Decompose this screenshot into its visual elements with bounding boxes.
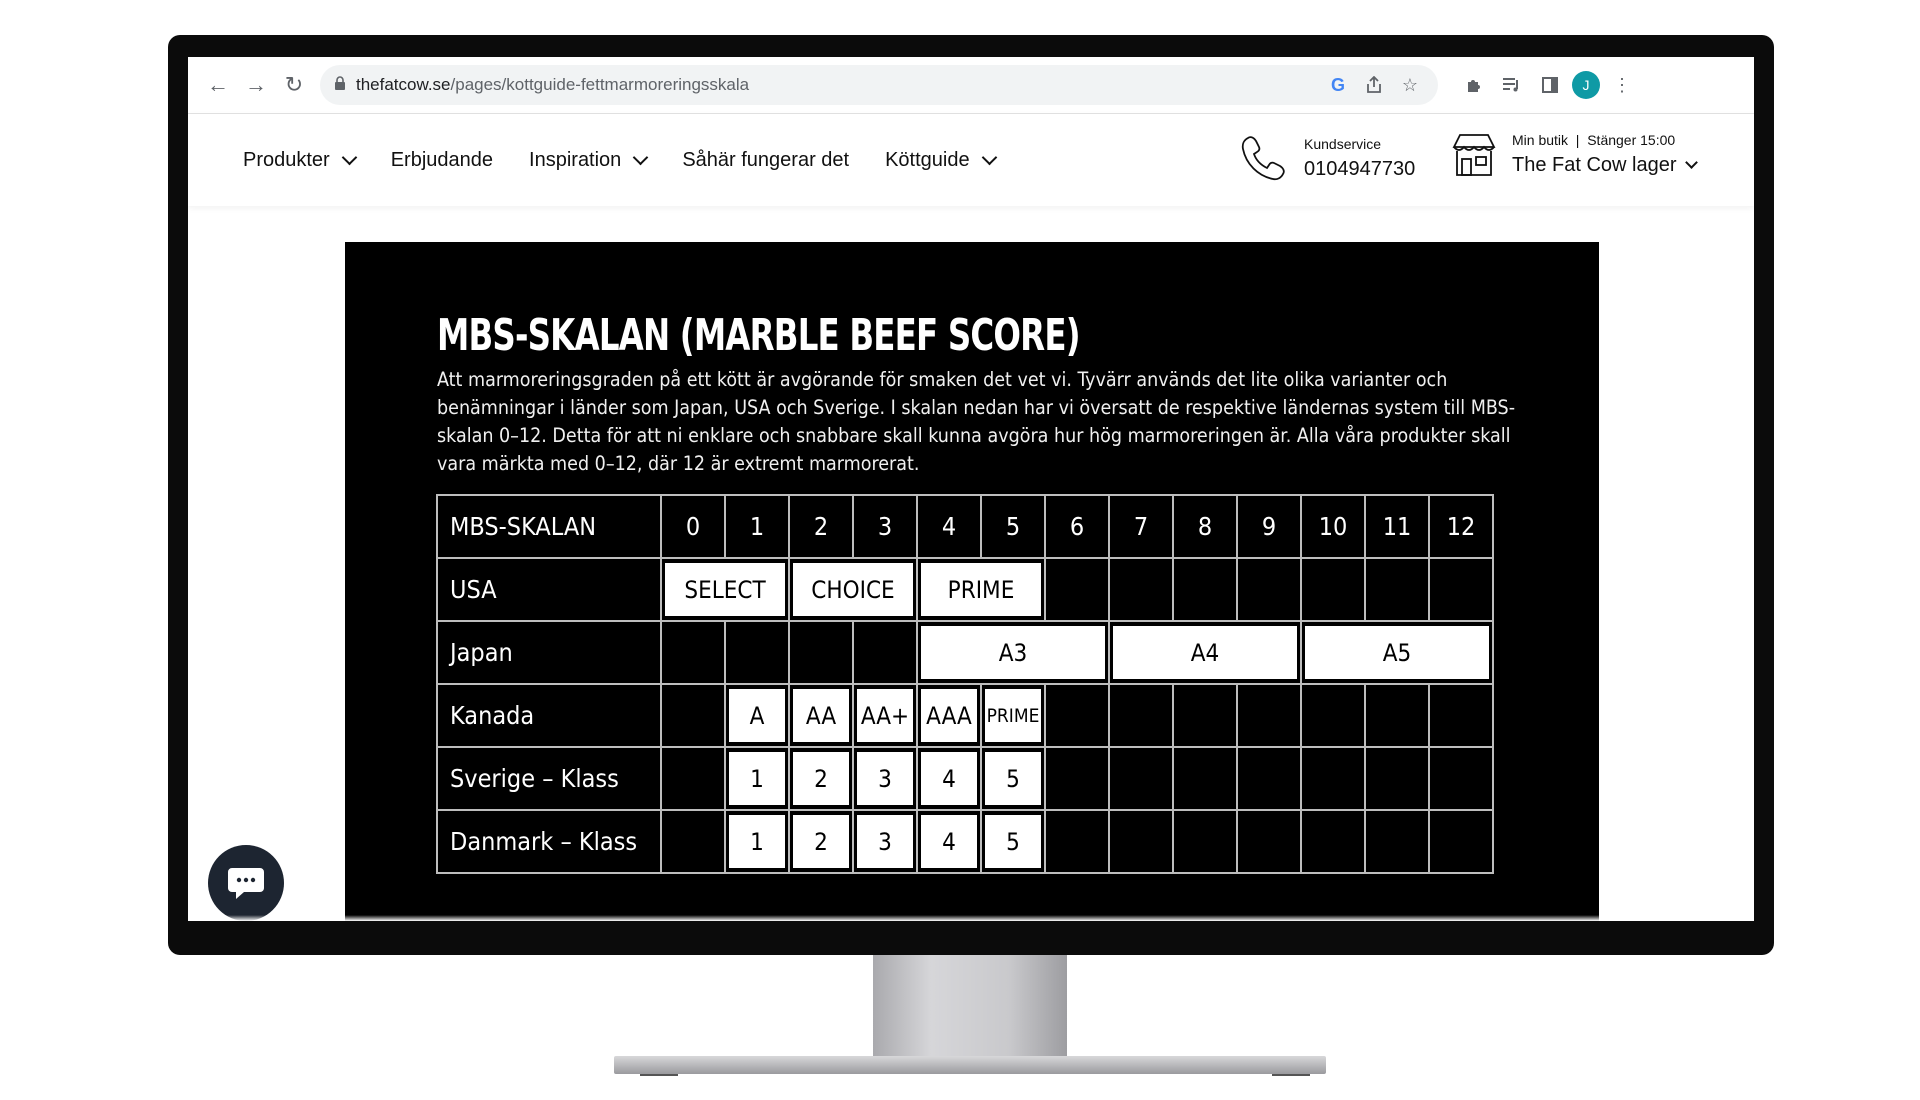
menu-item-kottguide[interactable]: Köttguide [885, 149, 995, 172]
menu-item-erbjudande[interactable]: Erbjudande [390, 148, 494, 171]
grade-box: PRIME [921, 563, 1041, 616]
grade-box: 4 [921, 752, 977, 805]
chevron-down-icon [1685, 156, 1698, 169]
browser-window [188, 57, 1754, 921]
media-playlist-icon[interactable] [1496, 69, 1528, 101]
table-row [437, 810, 1493, 873]
grade-box: CHOICE [793, 563, 913, 616]
scale-cell: 3 [853, 495, 917, 558]
store-icon [1450, 133, 1498, 177]
side-panel-icon[interactable] [1534, 69, 1566, 101]
mbs-scale-image [345, 242, 1599, 921]
table-row [437, 747, 1493, 810]
screen-edge [188, 915, 1754, 921]
grade-box: A5 [1305, 626, 1489, 679]
scale-cell: 8 [1173, 495, 1237, 558]
grade-box: A4 [1113, 626, 1297, 679]
row-label-sverige: Sverige – Klass [437, 747, 661, 810]
profile-avatar[interactable]: J [1572, 71, 1600, 99]
row-label-danmark: Danmark – Klass [437, 810, 661, 873]
reload-icon[interactable]: ↻ [284, 72, 304, 97]
grade-box: SELECT [665, 563, 785, 616]
chevron-down-icon [981, 149, 997, 165]
main-menu [243, 149, 1031, 172]
browser-menu-icon[interactable]: ⋮ [1613, 74, 1631, 95]
back-icon[interactable]: ← [207, 72, 229, 97]
address-bar[interactable] [320, 65, 1438, 105]
scale-cell: 4 [917, 495, 981, 558]
store-selector[interactable] [1450, 132, 1696, 177]
chevron-down-icon [341, 149, 357, 165]
grade-box: AAA [921, 689, 977, 742]
phone-icon [1238, 132, 1290, 184]
menu-item-sahar-fungerar-det[interactable]: Såhär fungerar det [682, 148, 850, 171]
google-icon[interactable]: G [1330, 74, 1345, 95]
site-header [188, 114, 1754, 206]
bookmark-star-icon[interactable]: ☆ [1401, 74, 1419, 95]
grade-box: A3 [921, 626, 1105, 679]
scale-cell: 9 [1237, 495, 1301, 558]
row-label-kanada: Kanada [437, 684, 661, 747]
table-row [437, 558, 1493, 621]
grade-box: 2 [793, 752, 849, 805]
chevron-down-icon [633, 149, 649, 165]
scale-cell: 2 [789, 495, 853, 558]
monitor-base [614, 1056, 1326, 1074]
customer-service[interactable] [1238, 132, 1415, 184]
grade-box: 5 [985, 815, 1041, 868]
grade-box: 4 [921, 815, 977, 868]
row-label-japan: Japan [437, 621, 661, 684]
scale-cell: 0 [661, 495, 725, 558]
grade-box: 1 [729, 815, 785, 868]
menu-item-produkter[interactable]: Produkter [243, 149, 355, 172]
monitor-foot [1272, 1074, 1310, 1076]
grade-box: 5 [985, 752, 1041, 805]
grade-box: AA [793, 689, 849, 742]
grade-box: 3 [857, 815, 913, 868]
scale-cell: 12 [1429, 495, 1493, 558]
lock-icon [334, 76, 346, 95]
share-icon[interactable] [1360, 71, 1388, 99]
table-row [437, 495, 1493, 558]
mbs-table [436, 494, 1494, 874]
scale-cell: 7 [1109, 495, 1173, 558]
service-label: Kundservice [1304, 135, 1382, 152]
store-hours: Min butik | Stänger 15:00 [1512, 132, 1676, 148]
scale-cell: 1 [725, 495, 789, 558]
page-title: MBS-SKALAN (MARBLE BEEF SCORE) [437, 310, 1080, 361]
grade-box: 3 [857, 752, 913, 805]
table-row [437, 684, 1493, 747]
url-text[interactable]: thefatcow.se/pages/kottguide-fettmarmoreringsskala [356, 75, 750, 94]
grade-box: 1 [729, 752, 785, 805]
store-name[interactable]: The Fat Cow lager [1512, 154, 1696, 177]
scale-cell: 6 [1045, 495, 1109, 558]
chat-button[interactable] [208, 845, 284, 921]
grade-box: A [729, 689, 785, 742]
monitor-stand [873, 955, 1067, 1058]
chat-bubble-icon [226, 866, 266, 900]
grade-box: 2 [793, 815, 849, 868]
table-header-label: MBS-SKALAN [437, 495, 661, 558]
grade-box: PRIME [985, 689, 1041, 742]
scale-cell: 11 [1365, 495, 1429, 558]
row-label-usa: USA [437, 558, 661, 621]
intro-paragraph: Att marmoreringsgraden på ett kött är avgörande för smaken det vet vi. Tyvärr används det lite olika varianter och benämningar i länder som Japan, USA och Sverige. I skalan nedan har vi översatt de respektive ländernas system till MBS-skalan 0–12. Detta för att ni enklare och snabbare skall kunna avgöra hur hög marmoreringen är. Alla våra produkter skall vara märkta med 0–12, där 12 är extremt marmorerat. [437, 368, 1516, 475]
service-phone[interactable]: 0104947730 [1304, 157, 1416, 180]
grade-box: AA+ [857, 689, 913, 742]
extensions-puzzle-icon[interactable] [1458, 69, 1490, 101]
scale-cell: 10 [1301, 495, 1365, 558]
menu-item-inspiration[interactable]: Inspiration [529, 149, 646, 172]
browser-toolbar [188, 57, 1754, 114]
monitor-foot [640, 1074, 678, 1076]
forward-icon[interactable]: → [245, 72, 267, 97]
table-row [437, 621, 1493, 684]
monitor-frame [168, 35, 1774, 955]
scale-cell: 5 [981, 495, 1045, 558]
